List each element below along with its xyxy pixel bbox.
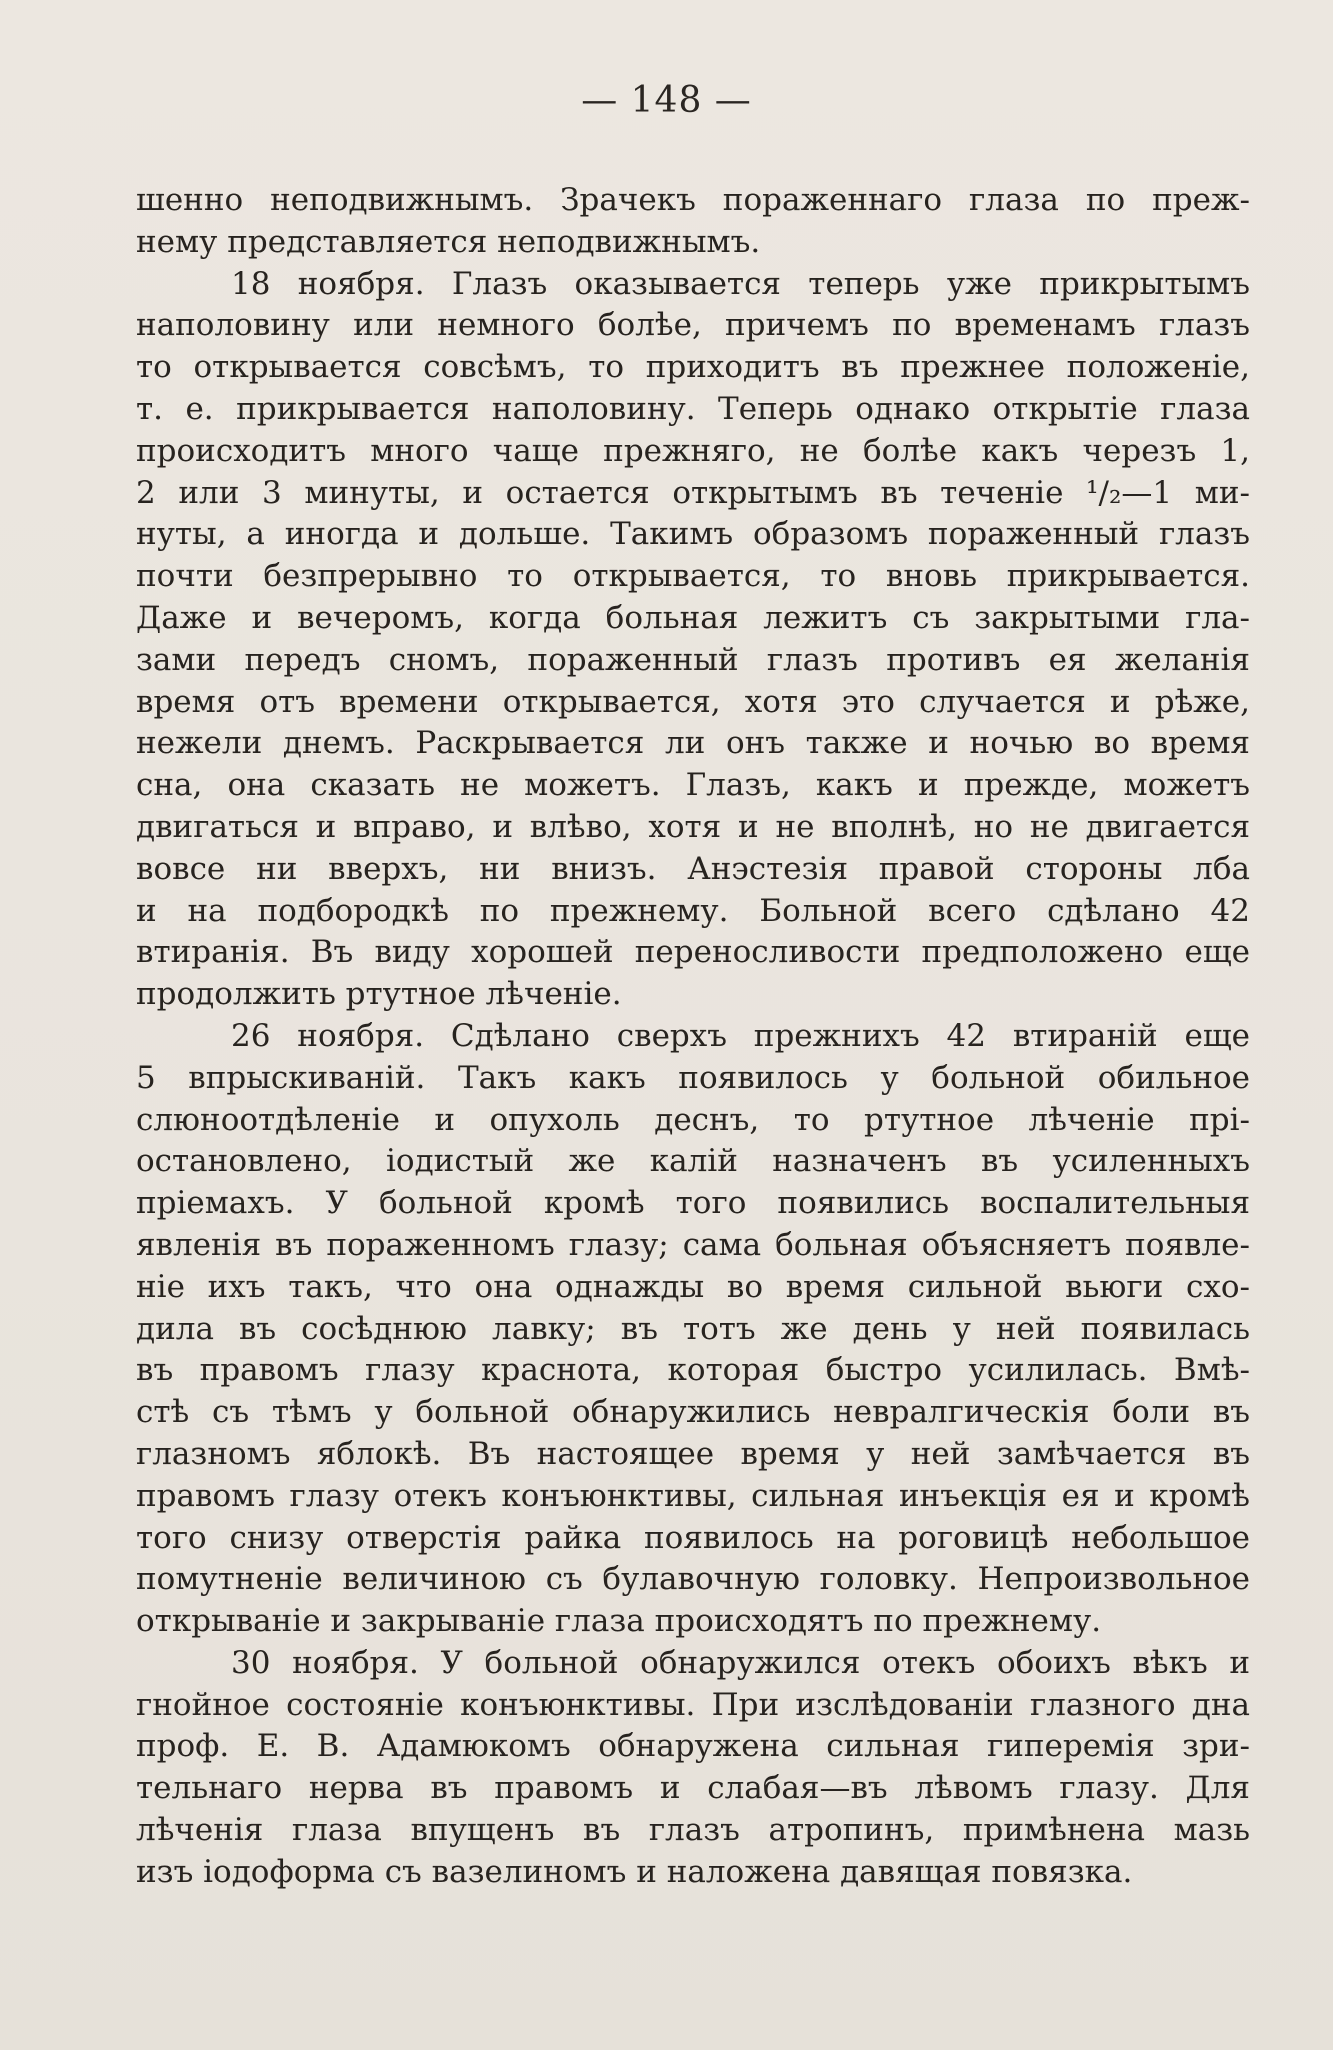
text-line: то открывается совсѣмъ, то приходитъ въ прежнее положеніе, [136,349,1250,386]
page-number: — 148 — [581,80,752,121]
text-line: втиранія. Въ виду хорошей переносливости предположено еще [136,934,1250,971]
text-line: проф. Е. В. Адамюкомъ обнаружена сильная гиперемія зри- [136,1728,1250,1765]
text-line: шенно неподвижнымъ. Зрачекъ пораженнаго глаза по преж- [136,182,1250,218]
text-line: явленія въ пораженномъ глазу; сама больная объясняетъ появле- [136,1226,1250,1263]
text-line: правомъ глазу отекъ конъюнктивы, сильная инъекція ея и кромѣ [136,1477,1250,1514]
text-line: того снизу отверстія райка появилось на роговицѣ небольшое [136,1519,1250,1556]
body-text [136,180,1250,1894]
text-line: остановлено, іодистый же калій назначенъ въ усиленныхъ [136,1143,1250,1180]
text-line: открываніе и закрываніе глаза происходятъ по прежнему. [136,1603,1102,1640]
text-line: почти безпрерывно то открывается, то вновь прикрывается. [136,558,1250,595]
text-line: стѣ съ тѣмъ у больной обнаружились невралгическія боли въ [136,1394,1250,1431]
text-line: происходитъ много чаще прежняго, не болѣе какъ черезъ 1, [136,432,1250,469]
text-line: нуты, а иногда и дольше. Такимъ образомъ пораженный глазъ [136,516,1250,553]
text-line: вовсе ни вверхъ, ни внизъ. Анэстезія правой стороны лба [136,850,1250,887]
text-line: Даже и вечеромъ, когда больная лежитъ съ закрытыми гла- [136,599,1250,636]
text-line: изъ іодоформа съ вазелиномъ и наложена давящая повязка. [136,1853,1133,1890]
text-line: и на подбородкѣ по прежнему. Больной всего сдѣлано 42 [136,892,1250,929]
text-line: нему представляется неподвижнымъ. [136,223,761,260]
text-line: слюноотдѣленіе и опухоль деснъ, то ртутное лѣченіе прі- [136,1101,1250,1138]
text-line: ніе ихъ такъ, что она однажды во время сильной вьюги схо- [136,1268,1250,1305]
text-line: пріемахъ. У больной кромѣ того появились воспалительныя [136,1185,1250,1222]
text-line: нежели днемъ. Раскрывается ли онъ также и ночью во время [136,725,1250,762]
text-line: тельнаго нерва въ правомъ и слабая—въ лѣвомъ глазу. Для [136,1770,1250,1807]
text-line: зами передъ сномъ, пораженный глазъ противъ ея желанія [136,641,1250,678]
text-line: т. е. прикрывается наполовину. Теперь однако открытіе глаза [136,390,1250,427]
text-line: въ правомъ глазу краснота, которая быстро усилилась. Вмѣ- [136,1352,1250,1389]
text-line: двигаться и вправо, и влѣво, хотя и не вполнѣ, но не двигается [136,808,1250,845]
text-line: лѣченія глаза впущенъ въ глазъ атропинъ, примѣнена мазь [136,1812,1250,1849]
text-line: время отъ времени открывается, хотя это случается и рѣже, [136,683,1250,720]
text-line: наполовину или немного болѣе, причемъ по временамъ глазъ [136,307,1250,344]
text-line: 26 ноября. Сдѣлано сверхъ прежнихъ 42 втираній еще [231,1017,1250,1054]
text-line: 30 ноября. У больной обнаружился отекъ обоихъ вѣкъ и [231,1644,1250,1681]
text-line: сна, она сказать не можетъ. Глазъ, какъ и прежде, можетъ [136,767,1250,804]
text-line: 18 ноября. Глазъ оказывается теперь уже прикрытымъ [231,265,1250,302]
text-line: помутненіе величиною съ булавочную головку. Непроизвольное [136,1561,1250,1598]
text-line: 5 впрыскиваній. Такъ какъ появилось у больной обильное [136,1059,1250,1096]
text-line: глазномъ яблокѣ. Въ настоящее время у ней замѣчается въ [136,1435,1250,1472]
text-line: продолжить ртутное лѣченіе. [136,976,622,1013]
text-line: 2 или 3 минуты, и остается открытымъ въ теченіе ¹/₂—1 ми- [136,474,1250,511]
text-line: гнойное состояніе конъюнктивы. При изслѣдованіи глазного дна [136,1686,1250,1723]
text-line: дила въ сосѣднюю лавку; въ тотъ же день у ней появилась [136,1310,1250,1347]
